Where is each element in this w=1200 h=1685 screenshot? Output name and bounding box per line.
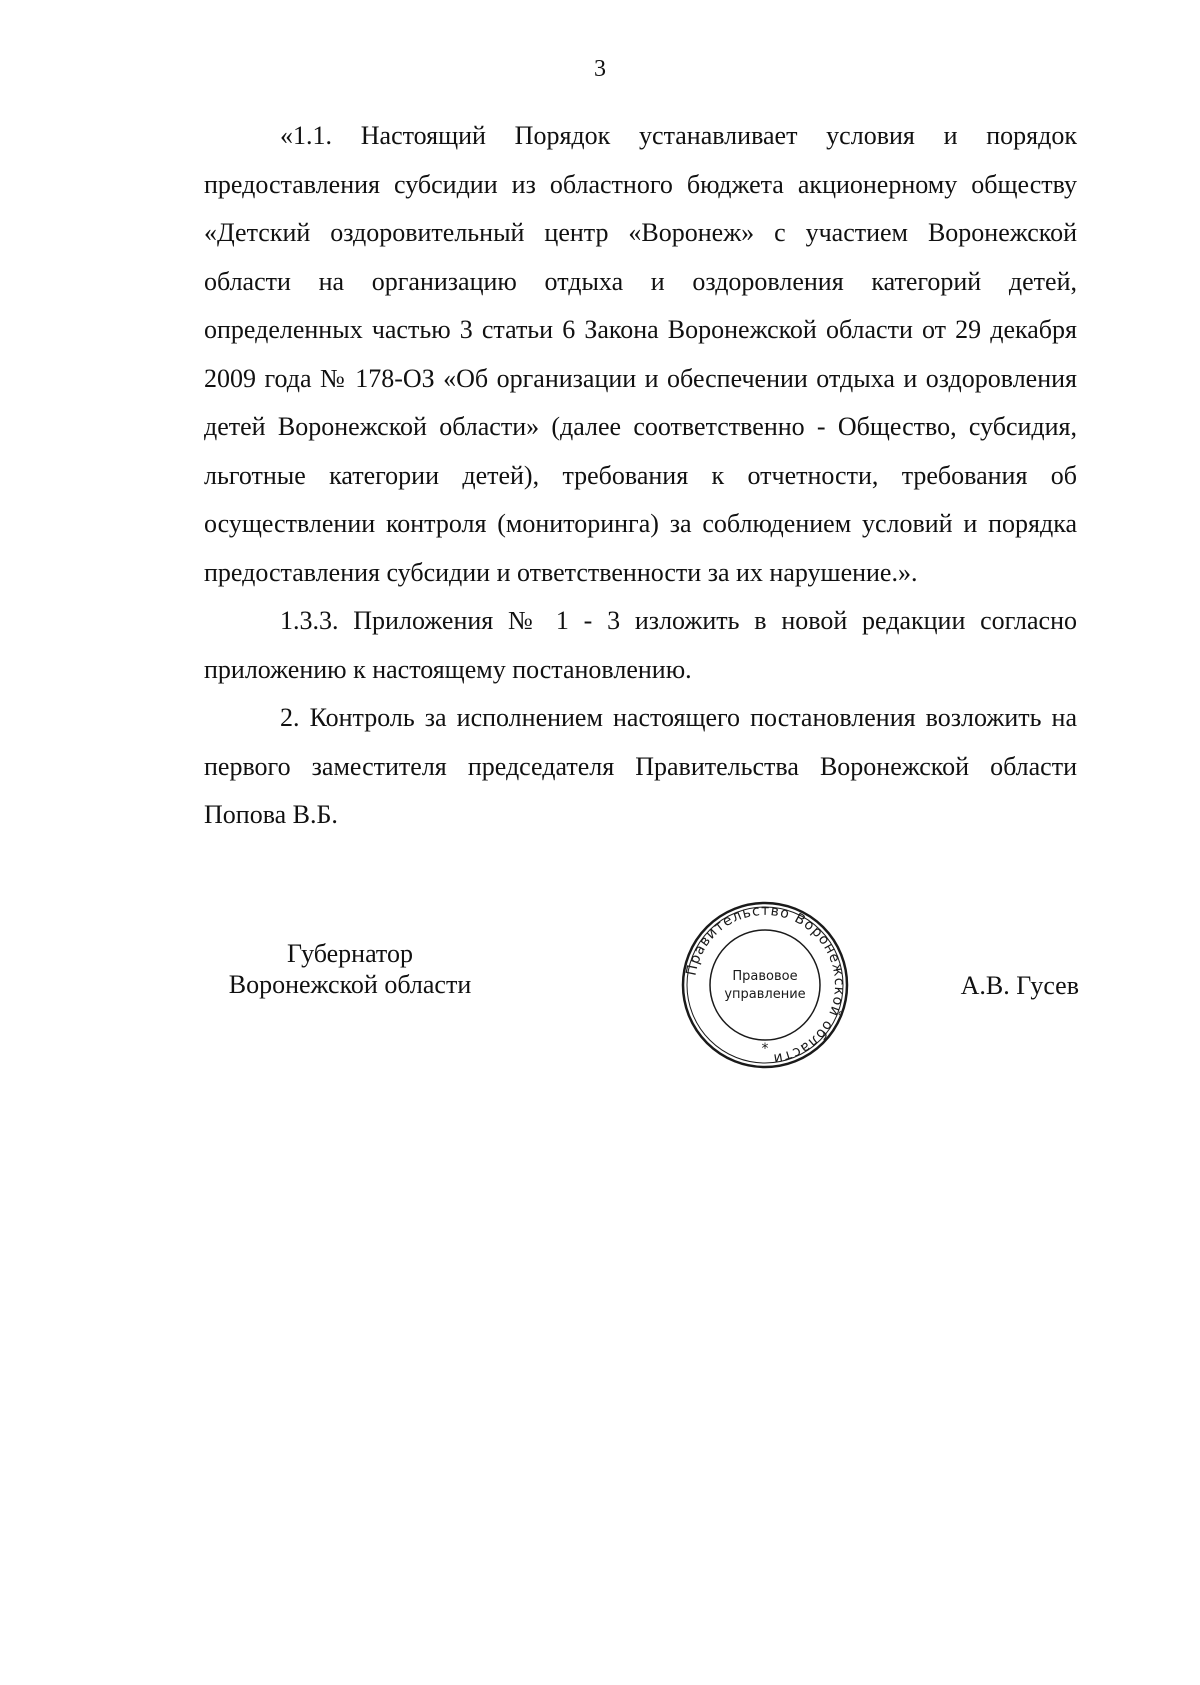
paragraph-2: 2. Контроль за исполнением настоящего постановления возложить на первого заместителя председателя Правительства Воронежской области Попова В.Б. — [204, 703, 1077, 829]
official-seal — [680, 900, 850, 1070]
page-number: 3 — [594, 56, 606, 82]
signatory-title: Губернатор — [287, 939, 413, 968]
signature-block — [0, 902, 1200, 1088]
seal-inner-line-1: Правовое — [732, 969, 798, 984]
signatory-position — [205, 938, 495, 1000]
paragraph-1-1: «1.1. Настоящий Порядок устанавливает условия и порядок предоставления субсидии из областного бюджета акционерному обществу «Детский оздоровительный центр «Воронеж» с участием Воронежской области на организацию отдыха и оздоровления категорий детей, определенных частью 3 статьи 6 Закона Воронежской области от 29 декабря 2009 года № 178-ОЗ «Об организации и обеспечении отдыха и оздоровления детей Воронежской области» (далее соответственно - Общество, субсидия, льготные категории детей), требования к отчетности, требования об осуществлении контроля (мониторинга) за соблюдением условий и порядка предоставления субсидии и ответственности за их нарушение.». — [204, 121, 1077, 587]
seal-outer-text: Правительство Воронежской области — [683, 902, 848, 1067]
seal-icon — [680, 900, 850, 1070]
seal-star: * — [761, 1041, 769, 1057]
signatory-name: А.В. Гусев — [960, 971, 1079, 1000]
signatory-region: Воронежской области — [228, 970, 472, 999]
paragraph-1-3-3: 1.3.3. Приложения № 1 - 3 изложить в новой редакции согласно приложению к настоящему постановлению. — [204, 606, 1077, 684]
seal-inner-line-2: управление — [724, 987, 806, 1002]
document-body — [204, 112, 1077, 840]
